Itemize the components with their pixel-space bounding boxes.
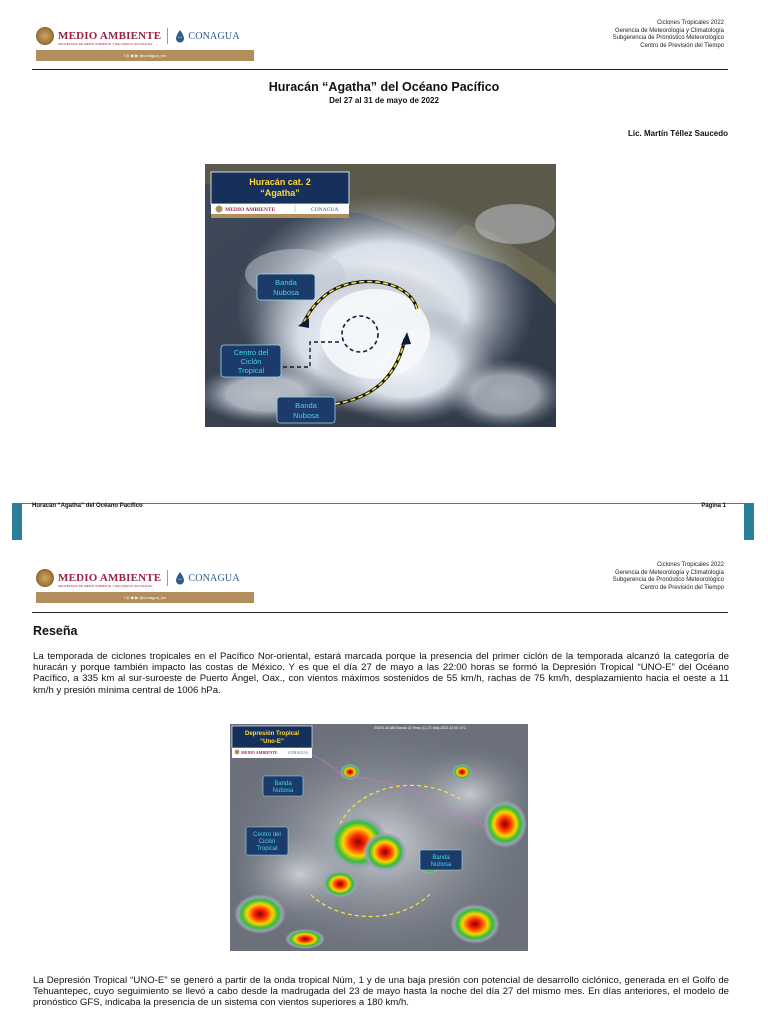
logo-divider (167, 570, 168, 586)
fig2-logo-right: CONAGUA (288, 750, 308, 755)
depression-satellite-figure (230, 724, 528, 951)
satellite-image (205, 164, 556, 427)
logo-divider (167, 28, 168, 44)
header-line: Ciclones Tropicales 2022 (656, 562, 724, 568)
header-rule (32, 69, 728, 70)
header-line: Ciclones Tropicales 2022 (656, 20, 724, 26)
fig2-band-top-1: Banda (274, 781, 292, 787)
fig2-band-right-1: Banda (432, 855, 450, 861)
logo-block (36, 20, 254, 62)
brand-subtitle: SECRETARÍA DE MEDIO AMBIENTE Y RECURSOS NATURALES (58, 42, 153, 46)
fig2-title-line2: “Uno-E” (260, 739, 284, 745)
brand-conagua: CONAGUA (188, 572, 240, 584)
fig1-band-top-1: Banda (275, 278, 297, 287)
fig2-caption: GOES-16 ABI Banda 13 Temp (C) 27-May-2022 22:00 UTC (373, 726, 467, 730)
document-subtitle: Del 27 al 31 de mayo de 2022 (329, 96, 439, 105)
fig1-title-line1: Huracán cat. 2 (249, 177, 311, 187)
fig1-center-1: Centro del (233, 348, 269, 357)
header-line: Subgerencia de Pronóstico Meteorológico (612, 577, 724, 583)
infrared-image (230, 724, 528, 951)
header-line: Gerencia de Meteorología y Climatología (614, 569, 724, 576)
fig2-center-1: Centro del (253, 832, 281, 838)
header-info (613, 562, 724, 592)
brand-conagua: CONAGUA (188, 30, 240, 42)
document-author: Lic. Martín Téllez Saucedo (627, 129, 728, 138)
fig1-band-bottom-1: Banda (295, 401, 317, 410)
page-header (32, 562, 728, 618)
header-line: Centro de Previsión del Tiempo (640, 42, 724, 49)
fig1-logo-right: CONAGUA (311, 207, 339, 213)
seal-icon (36, 569, 54, 587)
header-line: Centro de Previsión del Tiempo (640, 584, 724, 591)
section-heading: Reseña (33, 624, 78, 638)
seal-icon (235, 750, 240, 755)
fig1-band-bottom-2: Nubosa (293, 411, 319, 420)
brand-medio-ambiente: MEDIO AMBIENTE (58, 30, 162, 42)
fig1-center-2: Ciclón (240, 357, 262, 366)
brand-subtitle: SECRETARÍA DE MEDIO AMBIENTE Y RECURSOS NATURALES (58, 584, 153, 588)
page-1 (0, 0, 768, 509)
logo-block (36, 562, 254, 604)
fig2-logo-left: MEDIO AMBIENTE (241, 750, 278, 755)
seal-icon (36, 27, 54, 45)
seal-icon (216, 206, 223, 213)
footer-tab-right (744, 503, 754, 543)
footer-tab-left (12, 503, 22, 543)
social-bar: f ◎ ◉ ▶ @conagua_mx (36, 50, 254, 61)
fig2-center-3: Tropical (256, 846, 278, 852)
document-title: Huracán “Agatha” del Océano Pacífico (268, 80, 500, 94)
fig1-center-3: Tropical (237, 366, 265, 375)
fig2-band-right-2: Nubosa (430, 862, 452, 868)
header-rule (32, 612, 728, 613)
fig1-logo-left: MEDIO AMBIENTE (225, 207, 276, 213)
paragraph: La Depresión Tropical “UNO-E” se generó a partir de la onda tropical Núm, 1 y de una baja presión con potencial de desarrollo ciclónico, generada en el Golfo de Tehuantepec, cuyo seguimiento se llevó a cabo desde la madrugada del 23 de mayo hasta la noche del día 27 del mismo mes. En días anteriores, el modelo de pronóstico GFS, indicaba la presencia de un sistema con vientos superiores a 180 km/h. (33, 975, 729, 1009)
page-header (32, 20, 728, 76)
paragraph: La temporada de ciclones tropicales en el Pacífico Nor-oriental, estará marcada porque la presencia del primer ciclón de la temporada alcanzó la categoría de huracán y porque también impacto las costas de México. Y es que el día 27 de mayo a las 22:00 horas se formó la Depresión Tropical “UNO-E” del Océano Pacífico, a 335 km al sur-suroeste de Puerto Ángel, Oax., con vientos máximos sostenidos de 55 km/h, rachas de 75 km/h, desplazamiento hacia el oeste a 11 km/h y presión mínima central de 1006 hPa. (33, 651, 729, 696)
conagua-drop-icon (174, 29, 186, 43)
hurricane-satellite-figure (205, 164, 556, 427)
fig1-title-line2: “Agatha” (260, 188, 300, 198)
footer-page-number: Página 1 (701, 503, 726, 509)
header-line: Gerencia de Meteorología y Climatología (614, 27, 724, 34)
header-info (613, 20, 724, 50)
fig2-band-top-2: Nubosa (272, 788, 294, 794)
header-line: Subgerencia de Pronóstico Meteorológico (612, 35, 724, 41)
brand-medio-ambiente: MEDIO AMBIENTE (58, 572, 162, 584)
social-bar: f ◎ ◉ ▶ @conagua_mx (36, 592, 254, 603)
conagua-drop-icon (174, 571, 186, 585)
fig1-band-top-2: Nubosa (273, 288, 299, 297)
footer-doc-title: Huracán “Agatha” del Océano Pacífico (32, 503, 143, 509)
fig2-title-line1: Depresión Tropical (244, 731, 300, 737)
fig2-center-2: Ciclón (258, 839, 276, 845)
